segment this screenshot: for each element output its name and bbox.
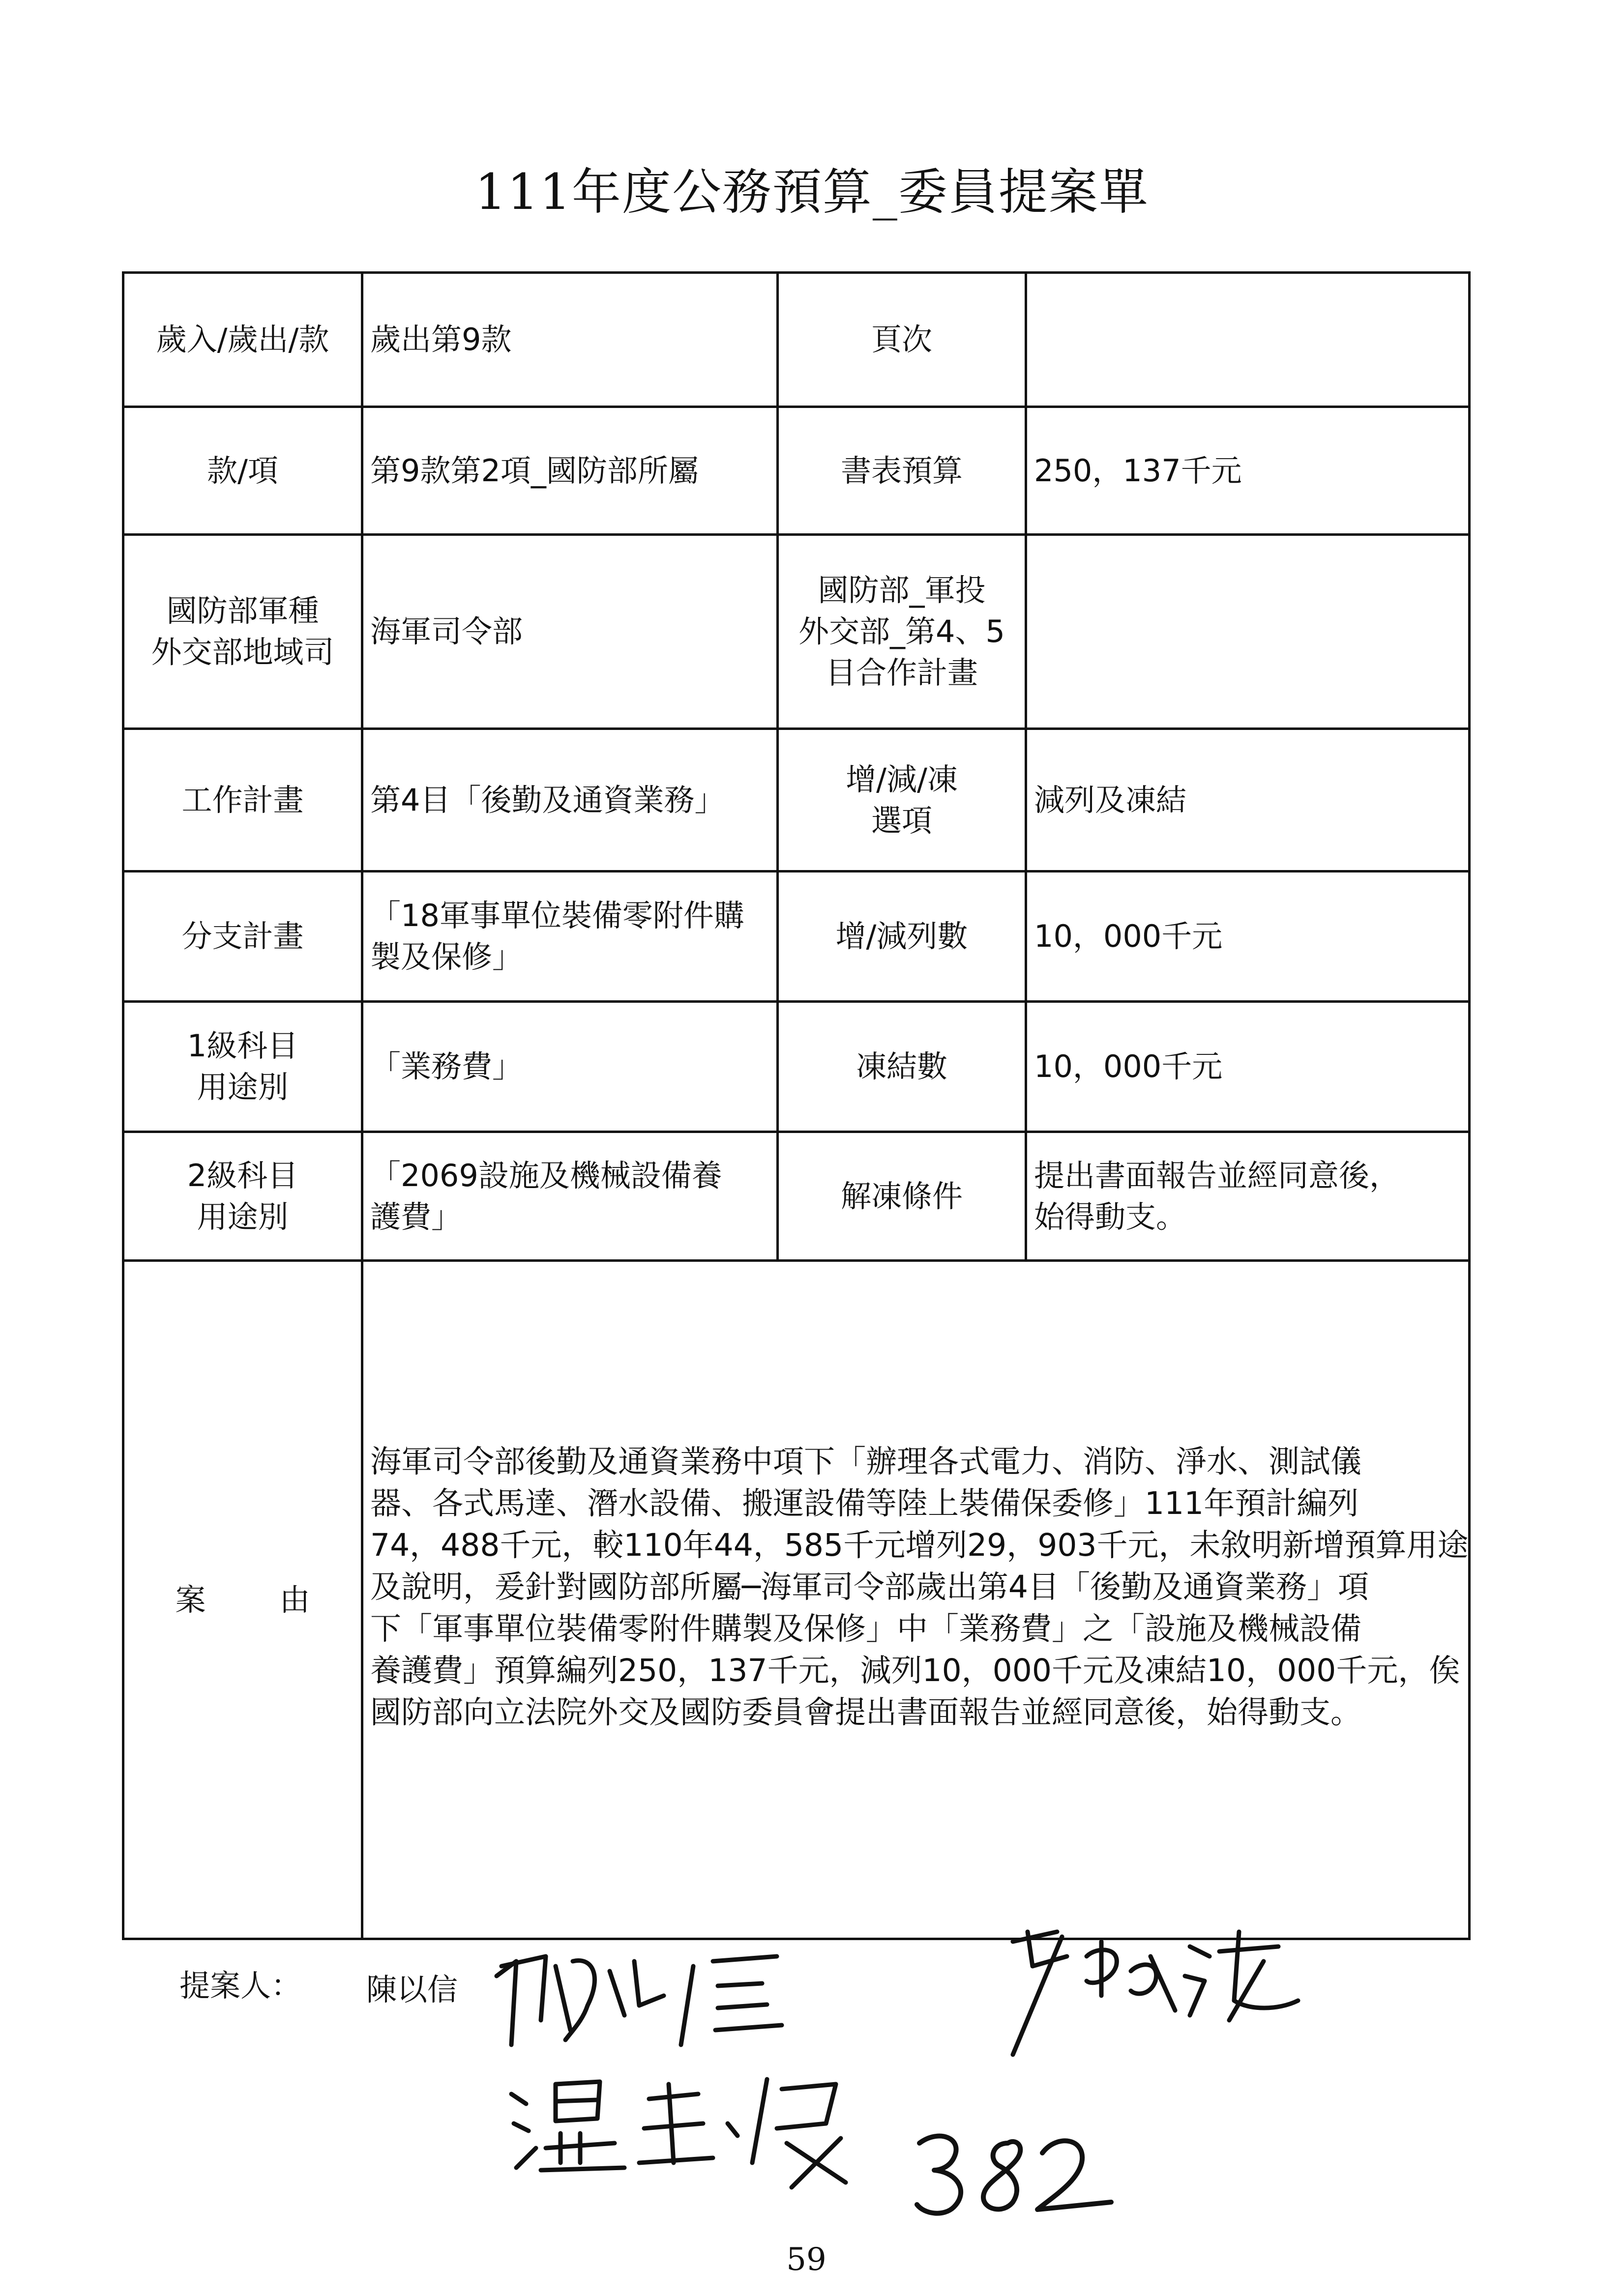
label-level2-subject [123, 1132, 362, 1261]
value-level2-subject-line1: 「2069設施及機械設備養 [370, 1157, 722, 1193]
value-section-item: 第9款第2項_國防部所屬 [362, 407, 778, 535]
reason-line: 及說明，爰針對國防部所屬─海軍司令部歲出第4目「後勤及通資業務」項 [370, 1569, 1369, 1605]
reason-line: 器、各式馬達、潛水設備、搬運設備等陸上裝備保委修」111年預計編列 [370, 1485, 1359, 1521]
label-level1-subject [123, 1002, 362, 1132]
label-budget: 書表預算 [778, 407, 1026, 535]
value-sub-plan-line2: 製及保修」 [370, 939, 523, 975]
reason-text [362, 1261, 1470, 1939]
value-level2-subject [362, 1132, 778, 1261]
label-frozen-amount: 凍結數 [778, 1002, 1026, 1132]
reason-line: 74，488千元，較110年44，585千元增列29，903千元，未敘明新增預算用途 [370, 1527, 1469, 1563]
label-ministry-branch-line1: 國防部軍種 [166, 593, 319, 629]
label-joint-plan-line3: 目合作計畫 [825, 654, 978, 691]
label-section-item: 款/項 [123, 407, 362, 535]
label-level2-subject-line1: 2級科目 [187, 1157, 298, 1193]
table-row [123, 535, 1470, 729]
label-ministry-branch-line2: 外交部地域司 [151, 634, 334, 670]
label-reason [123, 1261, 362, 1939]
value-level1-subject: 「業務費」 [362, 1002, 778, 1132]
label-adjust-option-line1: 增/減/凍 [846, 761, 958, 797]
value-budget: 250，137千元 [1026, 407, 1470, 535]
label-sub-plan: 分支計畫 [123, 872, 362, 1002]
table-row [123, 729, 1470, 872]
table-row [123, 1002, 1470, 1132]
value-reduction-amount: 10，000千元 [1026, 872, 1470, 1002]
proposal-form-table [122, 271, 1471, 1940]
label-adjust-option-line2: 選項 [871, 802, 932, 839]
label-level1-subject-line2: 用途別 [197, 1069, 289, 1105]
table-row-reason [123, 1261, 1470, 1939]
value-unfreeze-condition-line1: 提出書面報告並經同意後， [1034, 1157, 1400, 1193]
table-row [123, 872, 1470, 1002]
reason-line: 國防部向立法院外交及國防委員會提出書面報告並經同意後，始得動支。 [370, 1694, 1361, 1731]
proposer-label: 提案人： [179, 1968, 302, 2004]
label-work-plan: 工作計畫 [123, 729, 362, 872]
value-frozen-amount: 10，000千元 [1026, 1002, 1470, 1132]
value-sub-plan-line1: 「18軍事單位裝備零附件購 [370, 898, 744, 934]
proposer-printed-name: 陳以信 [366, 1972, 458, 2007]
label-unfreeze-condition: 解凍條件 [778, 1132, 1026, 1261]
value-unfreeze-condition-line2: 始得動支。 [1034, 1198, 1187, 1235]
value-account-type: 歲出第9款 [362, 273, 778, 407]
value-sub-plan [362, 872, 778, 1002]
table-row [123, 407, 1470, 535]
reason-line: 養護費」預算編列250，137千元，減列10，000千元及凍結10，000千元，俟 [370, 1653, 1460, 1689]
signature-wen-yu-hsia [502, 2064, 856, 2192]
page-number: 59 [786, 2241, 827, 2278]
label-joint-plan-line2: 外交部_第4、5 [798, 613, 1005, 650]
value-ministry-branch: 海軍司令部 [362, 535, 778, 729]
label-reduction-amount: 增/減列數 [778, 872, 1026, 1002]
reason-line: 海軍司令部後勤及通資業務中項下「辦理各式電力、消防、淨水、測試儀 [370, 1443, 1361, 1480]
table-row [123, 1132, 1470, 1261]
value-work-plan: 第4目「後勤及通資業務」 [362, 729, 778, 872]
value-page [1026, 273, 1470, 407]
label-adjust-option [778, 729, 1026, 872]
reason-lines [370, 1441, 1469, 1733]
signature-chen-yi-hsin [487, 1947, 801, 2050]
table-row [123, 273, 1470, 407]
label-level2-subject-line2: 用途別 [197, 1198, 289, 1235]
signature-kuo-wan-tzu [1003, 1912, 1308, 2060]
label-joint-plan-line1: 國防部_軍投 [818, 572, 986, 609]
label-level1-subject-line1: 1級科目 [187, 1028, 298, 1064]
label-ministry-branch [123, 535, 362, 729]
value-unfreeze-condition [1026, 1132, 1470, 1261]
value-adjust-option: 減列及凍結 [1026, 729, 1470, 872]
value-joint-plan [1026, 535, 1470, 729]
label-reason-char1: 案 [175, 1581, 206, 1618]
reason-line: 下「軍事單位裝備零附件購製及保修」中「業務費」之「設施及機械設備 [370, 1611, 1361, 1647]
handwritten-number [910, 2123, 1116, 2222]
label-account-type: 歲入/歲出/款 [123, 273, 362, 407]
label-reason-char2: 由 [279, 1581, 310, 1618]
page-title: 111年度公務預算_委員提案單 [475, 163, 1149, 221]
label-joint-plan [778, 535, 1026, 729]
label-page: 頁次 [778, 273, 1026, 407]
value-level2-subject-line2: 護費」 [370, 1198, 462, 1235]
